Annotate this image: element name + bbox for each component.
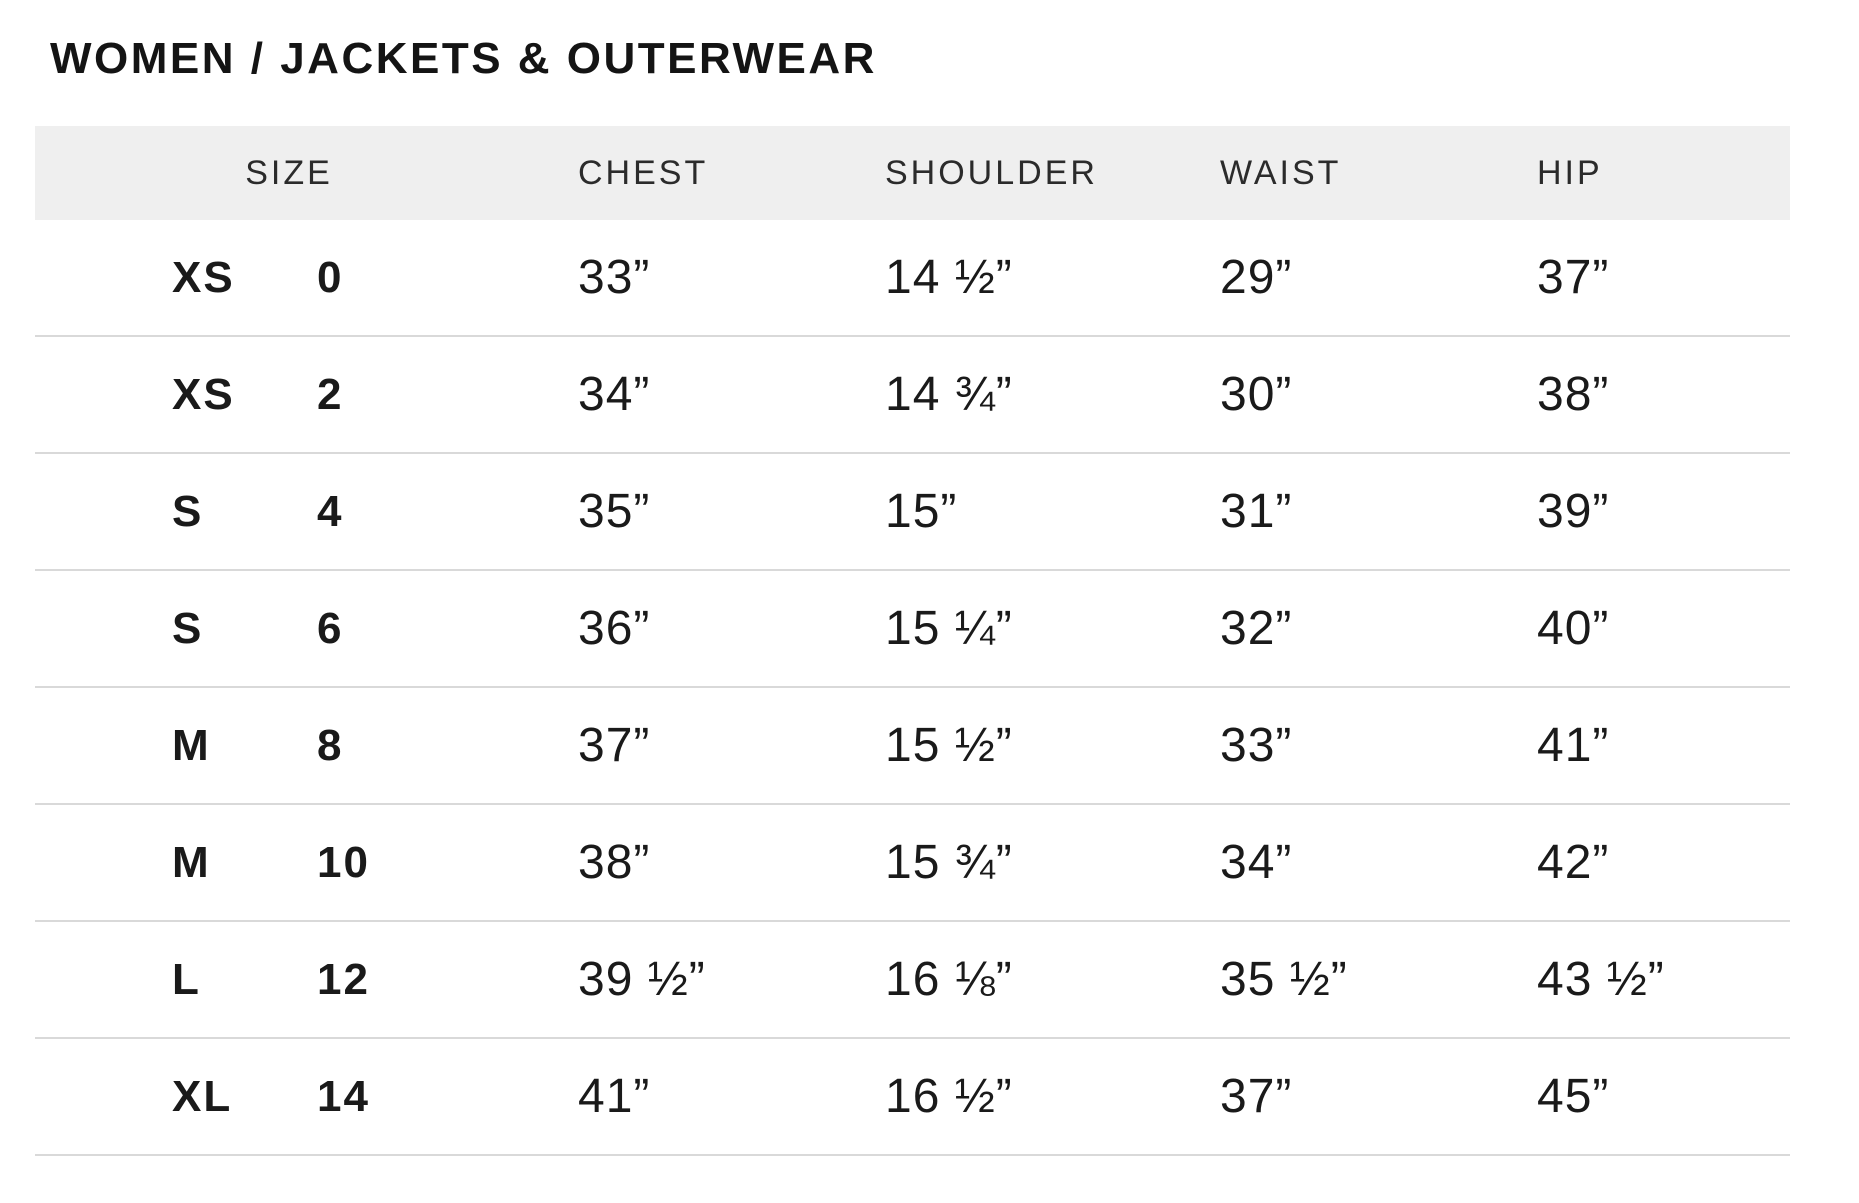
cell-hip: 38”: [1537, 368, 1610, 421]
cell-size-number: 14: [317, 1071, 370, 1121]
cell-size-letter: XL: [172, 1071, 233, 1121]
cell-size-number: 0: [317, 252, 344, 302]
cell-chest: 33”: [578, 251, 651, 304]
cell-size-letter: M: [172, 837, 211, 887]
cell-chest: 41”: [578, 1070, 651, 1123]
cell-waist: 37”: [1220, 1070, 1293, 1123]
cell-size-letter: S: [172, 603, 204, 653]
cell-size-number: 8: [317, 720, 344, 770]
table-row: [35, 220, 1790, 337]
cell-waist: 35 ½”: [1220, 953, 1348, 1006]
cell-chest: 34”: [578, 368, 651, 421]
column-header-waist: WAIST: [1220, 153, 1342, 192]
table-header-row: [35, 126, 1790, 220]
cell-size-letter: M: [172, 720, 211, 770]
table-row: [35, 454, 1790, 571]
cell-size-number: 12: [317, 954, 370, 1004]
table-body: [35, 220, 1790, 1156]
cell-shoulder: 15 ½”: [885, 719, 1013, 772]
cell-shoulder: 14 ½”: [885, 251, 1013, 304]
cell-shoulder: 15 ¾”: [885, 836, 1013, 889]
table-row: [35, 805, 1790, 922]
cell-hip: 41”: [1537, 719, 1610, 772]
size-chart-table: [35, 126, 1790, 1156]
cell-chest: 36”: [578, 602, 651, 655]
cell-shoulder: 16 ½”: [885, 1070, 1013, 1123]
cell-size-letter: XS: [172, 369, 235, 419]
cell-shoulder: 15 ¼”: [885, 602, 1013, 655]
cell-hip: 39”: [1537, 485, 1610, 538]
cell-chest: 38”: [578, 836, 651, 889]
column-header-shoulder: SHOULDER: [885, 153, 1098, 192]
cell-waist: 30”: [1220, 368, 1293, 421]
table-row: [35, 571, 1790, 688]
column-header-chest: CHEST: [578, 153, 709, 192]
table-row: [35, 922, 1790, 1039]
page-title: WOMEN / JACKETS & OUTERWEAR: [50, 34, 877, 83]
cell-waist: 33”: [1220, 719, 1293, 772]
cell-size-number: 4: [317, 486, 344, 536]
cell-size-letter: L: [172, 954, 201, 1004]
table-row: [35, 1039, 1790, 1156]
cell-chest: 39 ½”: [578, 953, 706, 1006]
cell-hip: 45”: [1537, 1070, 1610, 1123]
column-header-hip: HIP: [1537, 153, 1603, 192]
table-row: [35, 688, 1790, 805]
cell-shoulder: 14 ¾”: [885, 368, 1013, 421]
cell-hip: 37”: [1537, 251, 1610, 304]
cell-size-letter: S: [172, 486, 204, 536]
cell-chest: 35”: [578, 485, 651, 538]
cell-waist: 29”: [1220, 251, 1293, 304]
table-row: [35, 337, 1790, 454]
cell-size-letter: XS: [172, 252, 235, 302]
cell-size-number: 2: [317, 369, 344, 419]
cell-waist: 32”: [1220, 602, 1293, 655]
cell-shoulder: 15”: [885, 485, 958, 538]
cell-hip: 43 ½”: [1537, 953, 1665, 1006]
column-header-size: SIZE: [245, 153, 333, 192]
cell-hip: 42”: [1537, 836, 1610, 889]
cell-hip: 40”: [1537, 602, 1610, 655]
cell-size-number: 6: [317, 603, 344, 653]
cell-chest: 37”: [578, 719, 651, 772]
cell-waist: 31”: [1220, 485, 1293, 538]
cell-size-number: 10: [317, 837, 370, 887]
cell-shoulder: 16 ⅛”: [885, 953, 1013, 1006]
cell-waist: 34”: [1220, 836, 1293, 889]
